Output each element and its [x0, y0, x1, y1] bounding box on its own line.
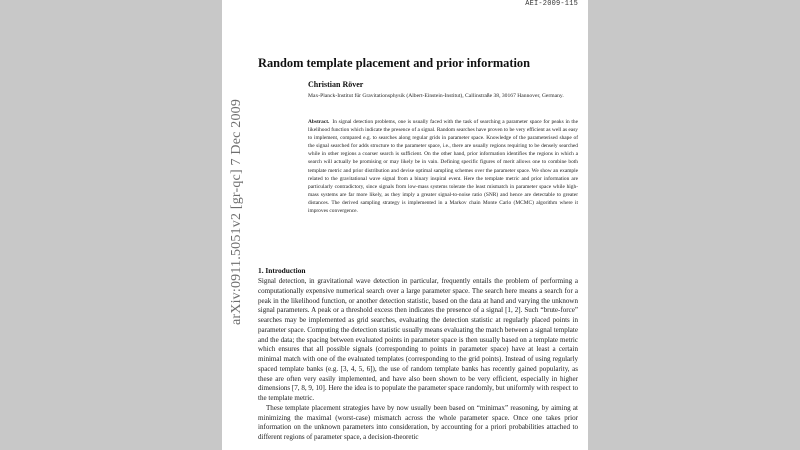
- paper-title: Random template placement and prior information: [258, 56, 531, 70]
- report-number: AEI-2009-115: [525, 0, 578, 8]
- abstract-label: Abstract.: [308, 119, 330, 125]
- author-affiliation: Max-Planck-Institut für Gravitationsphysik (Albert-Einstein-Institut), Callinstraße 38, 30167 Hannover, Germany.: [308, 93, 564, 99]
- pdf-page: [222, 0, 588, 450]
- author-name: Christian Röver: [308, 80, 364, 89]
- paragraph: Signal detection, in gravitational wave detection in particular, frequently entails the problem of performing a computationally expensive numerical search over a large parameter space. The search here means a search for a peak in the likelihood function, or another detection statistic, based on the data at hand and varying the unknown signal parameters. A peak or a threshold excess then indicates the presence of a signal [1, 2]. Such “brute-force” searches may be implemented as grid searches, evaluating the detection statistic at regularly placed points in parameter space. Computing the detection statistic usually means evaluating the match between a signal template and the data; the spacing between evaluated points in parameter space is then usually based on a template metric which ensures that all possible signals (corresponding to points in parameter space) have at least a certain minimal match with one of the evaluated templates (corresponding to the grid points). Instead of using regularly spaced template banks (e.g. [3, 4, 5, 6]), the use of random template banks has recently gained popularity, as these are often very easily implemented, and have also been shown to be very efficient, especially in higher dimensions [7, 8, 9, 10]. Here the idea is to populate the parameter space randomly, but uniformly with respect to the template metric.: [258, 277, 578, 402]
- section-heading-introduction: 1. Introduction: [258, 266, 306, 275]
- arxiv-identifier-stamp: arXiv:0911.5051v2 [gr-qc] 7 Dec 2009: [229, 98, 244, 325]
- abstract: [308, 118, 578, 215]
- paragraph: These template placement strategies have by now usually been based on “minimax” reasoning, by aiming at minimizing the maximal (worst-case) mismatch across the whole parameter space. Once one takes prior information on the unknown parameters into consideration, by accounting for a priori probabilities attached to different regions of parameter space, a decision-theoretic: [258, 403, 578, 441]
- introduction-body: [258, 277, 578, 443]
- abstract-text: In signal detection problems, one is usually faced with the task of searching a parameter space for peaks in the likelihood function which indicate the presence of a signal. Random searches have proven to be very efficient as well as easy to implement, compared e.g. to searches along regular grids in parameter space. Knowledge of the parameterised shape of the signal searched for adds structure to the parameter space, i.e., there are usually regions requiring to be densely searched while in other regions a coarser search is sufficient. On the other hand, prior information identifies the regions in which a search will actually be promising or may likely be in vain. Defining specific figures of merit allows one to combine both template metric and prior distribution and devise optimal sampling schemes over the parameter space. We show an example related to the gravitational wave signal from a binary inspiral event. Here the template metric and prior information are particularly contradictory, since signals from low-mass systems tolerate the least mismatch in parameter space while high-mass systems are far more likely, as they imply a greater signal-to-noise ratio (SNR) and hence are detectable to greater distances. The derived sampling strategy is implemented in a Markov chain Monte Carlo (MCMC) algorithm where it improves convergence.: [308, 119, 578, 215]
